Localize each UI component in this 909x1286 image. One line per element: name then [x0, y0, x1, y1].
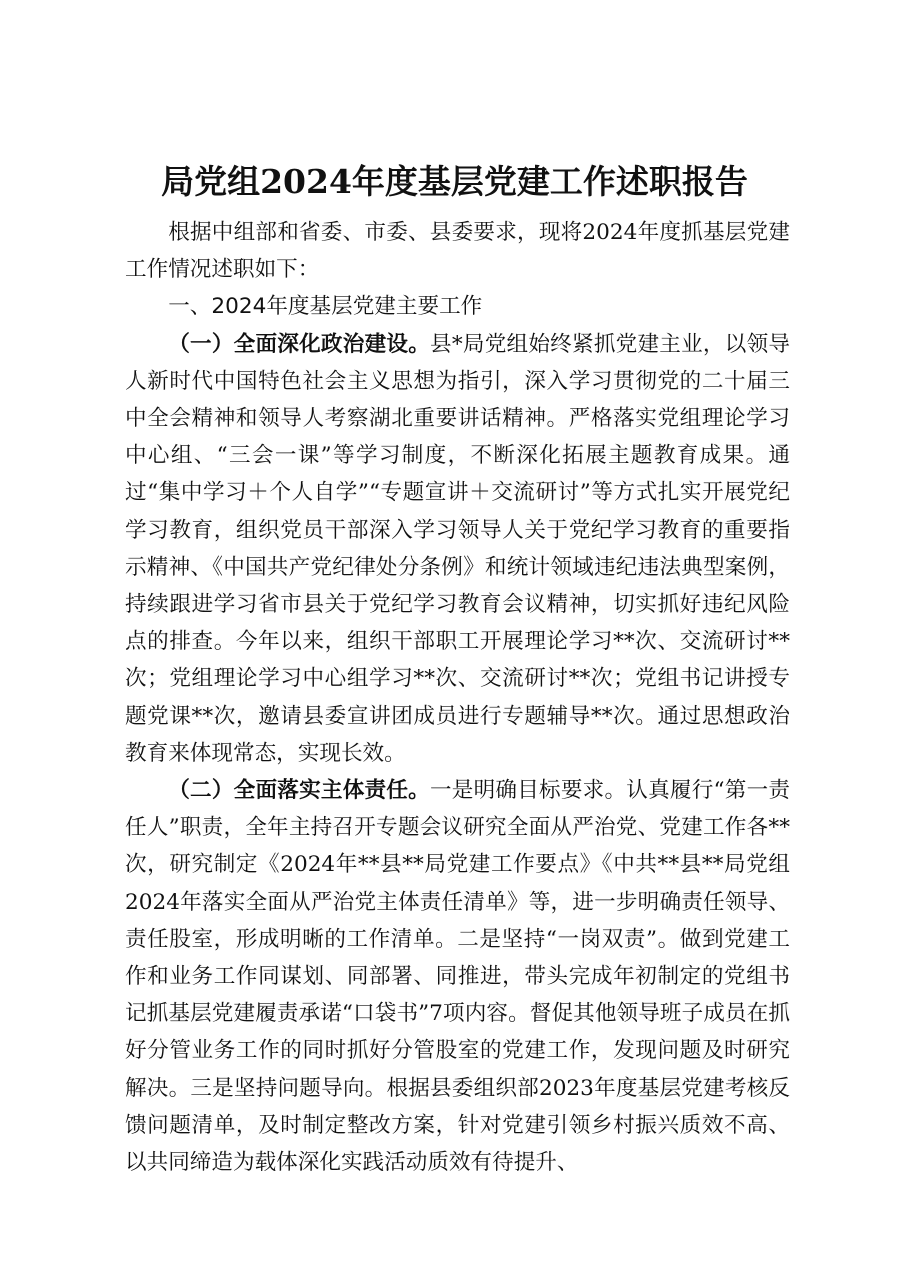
paragraph-text: 县*局党组始终紧抓党建主业，以领导人新时代中国特色社会主义思想为指引，深入学习贯彻党的二十届三中全会精神和领导人考察湖北重要讲话精神。严格落实党组理论学习中心组、“三会一课”等学习制度，不断深化拓展主题教育成果。通过“集中学习＋个人自学”“专题宣讲＋交流研讨”等方式扎实开展党纪学习教育，组织党员干部深入学习领导人关于党纪学习教育的重要指示精神、《中国共产党纪律处分条例》和统计领域违纪违法典型案例，持续跟进学习省市县关于党纪学习教育会议精神，切实抓好违纪风险点的排查。今年以来，组织干部职工开展理论学习**次、交流研讨**次；党组理论学习中心组学习**次、交流研讨**次；党组书记讲授专题党课**次，邀请县委宣讲团成员进行专题辅导**次。通过思想政治教育来体现常态，实现长效。 [125, 331, 790, 766]
section-heading: 一、2024年度基层党建主要工作 [168, 294, 483, 320]
paragraph-main-responsibility [125, 772, 790, 1181]
subsection-heading: （二）全面落实主体责任。 [168, 778, 430, 804]
paragraph-text: 一是明确目标要求。认真履行“第一责任人”职责，全年主持召开专题会议研究全面从严治党、党建工作各**次，研究制定《2024年**县**局党建工作要点》《中共**县**局党组2024年落实全面从严治党主体责任清单》等，进一步明确责任领导、责任股室，形成明晰的工作清单。二是坚持“一岗双责”。做到党建工作和业务工作同谋划、同部署、同推进，带头完成年初制定的党组书记抓基层党建履责承诺“口袋书”7项内容。督促其他领导班子成员在抓好分管业务工作的同时抓好分管股室的党建工作，发现问题及时研究解决。三是坚持问题导向。根据县委组织部2023年度基层党建考核反馈问题清单，及时制定整改方案，针对党建引领乡村振兴质效不高、以共同缔造为载体深化实践活动质效有待提升、 [125, 778, 790, 1176]
paragraph-political-building [125, 326, 790, 772]
document-body [125, 214, 790, 1181]
document-title: 局党组2024年度基层党建工作述职报告 [161, 162, 748, 201]
intro-paragraph: 根据中组部和省委、市委、县委要求，现将2024年度抓基层党建工作情况述职如下： [125, 220, 790, 283]
subsection-heading: （一）全面深化政治建设。 [168, 331, 431, 357]
